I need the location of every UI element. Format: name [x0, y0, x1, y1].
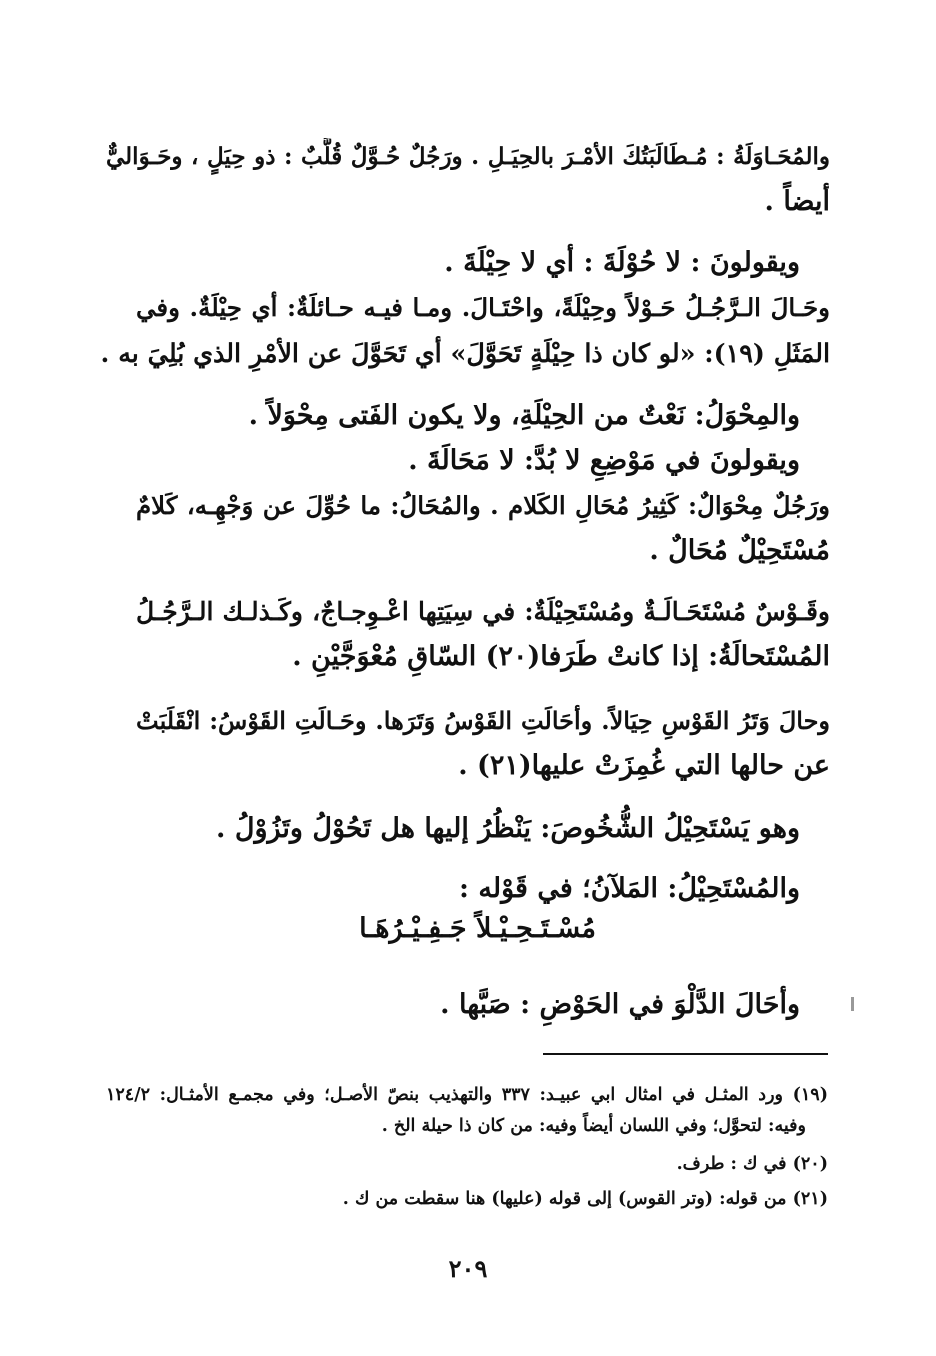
body-line-7: ويقولونَ في مَوْضِعِ لا بُدَّ: لا مَحَالَةَ .	[408, 445, 800, 476]
body-line-5: المَثَلِ (١٩): «لو كان ذا حِيْلَةٍ تَحَوَّلَ» أي تَحَوَّلَ عن الأمْرِ الذي بُلِيَ به .	[100, 338, 830, 368]
body-line-11: المُسْتَحالَةُ: إذا كانتْ طَرَفا(٢٠) السّاقِ مُعْوَجَّيْنِ .	[292, 641, 830, 672]
page-number: ٢٠٩	[448, 1254, 488, 1283]
footnote-20: (٢٠) في ك : طرف.	[676, 1154, 828, 1174]
footnote-21: (٢١) من قوله: (وتر القوس) إلى قوله (عليها) هنا سقطت من ك .	[342, 1189, 828, 1209]
body-line-8: ورَجُلٌ مِحْوَالٌ: كَثِيرُ مُحَالِ الكَلام . والمُحَالُ: ما حُوِّلَ عن وَجْهِـه، كَلامٌ	[136, 491, 830, 520]
body-line-6: والمِحْوَلُ: نَعْتٌ من الحِيْلَةِ، ولا يكون الفَتى مِحْوَلاً .	[248, 400, 800, 431]
body-line-1: والمُحَـاوَلَةُ : مُـطَالَبَتُكَ الأمْـرَ بالحِيَـلِ . ورَجُلٌ حُـوَّلٌ قُلَّبٌ : ذو حِيَلٍ ، وحَـوَاليٌّ	[106, 143, 830, 170]
body-line-14: وهو يَسْتَحِيْلُ الشُّخُوصَ: يَنْظُرُ إليها هل تَحُوْلُ وتَزُوْلُ .	[216, 813, 800, 844]
body-line-4: وحَـالَ الـرَّجُـلُ حَـوْلاً وحِيْلَةً، واحْتَـالَ. ومـا فيـه حـائلَةٌ: أي حِيْلَةٌ. وفي	[136, 293, 830, 322]
footnote-separator	[543, 1053, 828, 1055]
body-line-17: وأحَالَ الدَّلْوَ في الحَوْضِ : صَبَّها .	[440, 989, 800, 1020]
margin-mark	[851, 997, 854, 1011]
footnote-19-line-1: (١٩) ورد المثـل في امثال ابي عبيـد: ٣٣٧ والتهذيب بنصّ الأصـل؛ وفي مجمـع الأمثـال: ١٢٤/٢	[106, 1085, 828, 1105]
body-line-9: مُسْتَحِيْلٌ مُحَالٌ .	[649, 535, 830, 566]
body-line-10: وقَـوْسٌ مُسْتَحَـالَـةٌ ومُسْتَحِيْلَةٌ: في سِيَتِها اعْـوِجـاجٌ، وكَـذلـك الـرَّجُـلُ	[136, 597, 830, 626]
body-line-15: والمُسْتَحِيْلُ: المَلآنُ؛ في قَوْله :	[459, 873, 800, 904]
body-line-2: أيضاً .	[764, 186, 830, 217]
verse-line: مُسْـتَـحِـيْـلاً جَـفِـيْـرُهَـا	[359, 913, 596, 944]
body-line-12: وحالَ وَتَرُ القَوْسِ حِيَالاً. وأحَالَتِ القَوْسُ وَتَرَها. وحَـالَتِ القَوْسُ: انْقَلَبَتْ	[136, 706, 830, 735]
body-line-3: ويقولونَ : لا حُوْلَةَ : أي لا حِيْلَةَ .	[444, 247, 800, 278]
body-line-13: عن حالها التي غُمِزَتْ عليها(٢١) .	[458, 750, 830, 781]
footnote-19-line-2: وفيه: لتحوَّل؛ وفي اللسان أيضاً وفيه: من كان ذا حيلة الخ .	[381, 1116, 806, 1136]
